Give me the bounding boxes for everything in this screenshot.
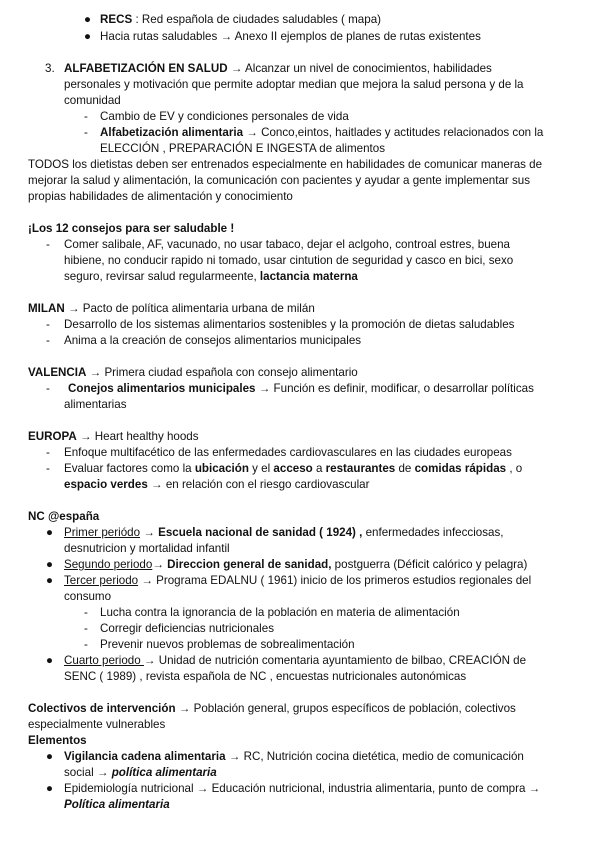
todos-paragraph-line: propias habilidades de alimentación y conocimiento bbox=[28, 190, 293, 203]
rutas-line: Hacia rutas saludables → Anexo II ejemplos de planes de rutas existentes bbox=[100, 30, 481, 43]
dash-marker: - bbox=[84, 606, 88, 619]
dash-marker: - bbox=[46, 238, 50, 251]
dash-marker: - bbox=[46, 462, 50, 475]
list-number: 3. bbox=[45, 62, 55, 75]
alfabetizacion-sub-item: Cambio de EV y condiciones personales de vida bbox=[100, 110, 349, 123]
todos-paragraph-line: mejorar la salud y alimentación, la comunicación con pacientes y ayudar a gente implementar sus bbox=[28, 174, 531, 187]
bullet-marker: ● bbox=[84, 30, 92, 43]
nc-period-1-cont: desnutricion y mortalidad infantil bbox=[64, 542, 230, 555]
nc-period-3: Tercer periodo → Programa EDALNU ( 1961) inicio de los primeros estudios regionales del bbox=[64, 574, 532, 587]
europa-item: Evaluar factores como la ubicación y el acceso a restaurantes de comidas rápidas , o bbox=[64, 462, 523, 475]
dash-marker: - bbox=[46, 382, 50, 395]
bullet-marker: ● bbox=[46, 574, 54, 587]
elementos-heading: Elementos bbox=[28, 734, 87, 747]
nc-period-4: Cuarto periodo → Unidad de nutrición comentaria ayuntamiento de bilbao, CREACIÓN de bbox=[64, 654, 527, 667]
nc-period-2: Segundo periodo→ Direccion general de sanidad, postguerra (Déficit calórico y pelagra) bbox=[64, 558, 528, 571]
bullet-marker: ● bbox=[46, 654, 54, 667]
valencia-item-cont: alimentarias bbox=[64, 398, 127, 411]
nc-period-3-cont: consumo bbox=[64, 590, 112, 603]
bullet-marker: ● bbox=[46, 750, 54, 763]
alfabetizacion-sub-item-cont: ELECCIÓN , PREPARACIÓN E INGESTA de alimentos bbox=[100, 142, 385, 155]
colectivos-line-cont: especialmente vulnerables bbox=[28, 718, 166, 731]
valencia-heading: VALENCIA → Primera ciudad española con consejo alimentario bbox=[28, 366, 358, 379]
bullet-marker: ● bbox=[46, 558, 54, 571]
dash-marker: - bbox=[46, 446, 50, 459]
dash-marker: - bbox=[84, 622, 88, 635]
dash-marker: - bbox=[84, 110, 88, 123]
nc-period-3-sub: Prevenir nuevos problemas de sobrealimentación bbox=[100, 638, 355, 651]
bullet-marker: ● bbox=[46, 782, 54, 795]
elementos-item: Epidemiología nutricional → Educación nutricional, industria alimentaria, punto de compra → bbox=[64, 782, 541, 795]
dash-marker: - bbox=[46, 334, 50, 347]
nc-period-4-cont: SENC ( 1989) , revista española de NC , encuestas nutricionales autonómicas bbox=[64, 670, 467, 683]
europa-item-cont: espacio verdes → en relación con el riesgo cardiovascular bbox=[64, 478, 370, 491]
nc-period-1: Primer periódo → Escuela nacional de sanidad ( 1924) , enfermedades infecciosas, bbox=[64, 526, 504, 539]
consejos-line: hibiene, no conducir rapido ni tomado, usar cintution de seguridad y casco en bici, sexo bbox=[64, 254, 514, 267]
elementos-item-cont: social → política alimentaria bbox=[64, 766, 217, 779]
alfabetizacion-sub-item: Alfabetización alimentaria → Conco,eintos, haitlades y actitudes relacionados con la bbox=[100, 126, 544, 139]
dash-marker: - bbox=[46, 318, 50, 331]
bullet-marker: ● bbox=[84, 13, 92, 26]
alfabetizacion-line: comunidad bbox=[64, 94, 121, 107]
alfabetizacion-title-line: ALFABETIZACIÓN EN SALUD → Alcanzar un nivel de conocimientos, habilidades bbox=[64, 62, 492, 75]
todos-paragraph-line: TODOS los dietistas deben ser entrenados especialmente en habilidades de comunicar maneras de bbox=[28, 158, 543, 171]
nc-period-3-sub: Corregir deficiencias nutricionales bbox=[100, 622, 274, 635]
consejos-line: seguro, revirsar salud regularmeente, lactancia materna bbox=[64, 270, 358, 283]
europa-item: Enfoque multifacético de las enfermedades cardiovasculares en las ciudades europeas bbox=[64, 446, 512, 459]
milan-item: Anima a la creación de consejos alimentarios municipales bbox=[64, 334, 362, 347]
bullet-marker: ● bbox=[46, 526, 54, 539]
elementos-item: Vigilancia cadena alimentaria → RC, Nutrición cocina dietética, medio de comunicación bbox=[64, 750, 524, 763]
nc-period-3-sub: Lucha contra la ignorancia de la población en materia de alimentación bbox=[100, 606, 460, 619]
alfabetizacion-line: personales y motivación que permite adoptar median que mejora la salud persona y de la bbox=[64, 78, 524, 91]
consejos-heading: ¡Los 12 consejos para ser saludable ! bbox=[28, 222, 235, 235]
valencia-item: Conejos alimentarios municipales → Función es definir, modificar, o desarrollar políticas bbox=[68, 382, 534, 395]
nc-heading: NC @españa bbox=[28, 510, 100, 523]
europa-heading: EUROPA → Heart healthy hoods bbox=[28, 430, 199, 443]
dash-marker: - bbox=[84, 126, 88, 139]
colectivos-line: Colectivos de intervención → Población general, grupos específicos de población, colectivos bbox=[28, 702, 516, 715]
elementos-item-cont: Política alimentaria bbox=[64, 798, 170, 811]
milan-heading: MILAN → Pacto de política alimentaria urbana de milán bbox=[28, 302, 315, 315]
dash-marker: - bbox=[84, 638, 88, 651]
consejos-line: Comer salibale, AF, vacunado, no usar tabaco, dejar el aclgoho, controal estres, buena bbox=[64, 238, 510, 251]
recs-line: RECS : Red española de ciudades saludables ( mapa) bbox=[100, 13, 381, 26]
milan-item: Desarrollo de los sistemas alimentarios sostenibles y la promoción de dietas saludables bbox=[64, 318, 515, 331]
